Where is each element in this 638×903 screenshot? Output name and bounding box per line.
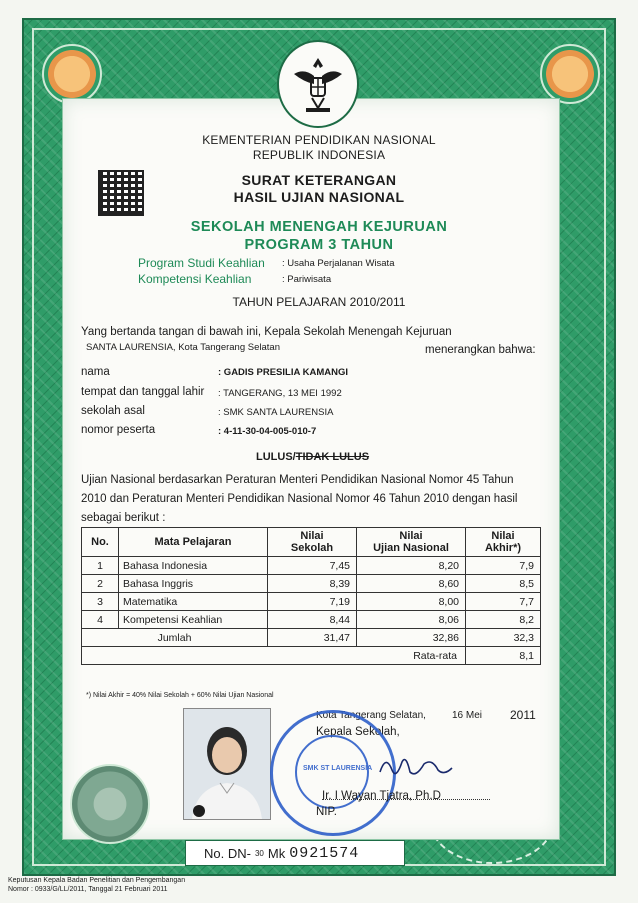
garuda-icon: [290, 54, 346, 114]
header-exam-line1: Nilai: [399, 530, 423, 542]
row-subject: Bahasa Inggris: [119, 575, 268, 593]
regulation-line-3: sebagai berikut :: [81, 512, 166, 524]
exam-result: [256, 451, 369, 463]
table-row: [82, 611, 541, 629]
signature-date: 16 Mei: [452, 710, 483, 721]
grades-table: [81, 527, 541, 665]
school-value: : SMK SANTA LAURENSIA: [218, 407, 334, 418]
doc-number-mk: Mk: [267, 845, 286, 861]
stamp-label: SMK ST LAURENSIA: [303, 765, 373, 772]
academic-year: TAHUN PELAJARAN 2010/2011: [232, 295, 406, 309]
signature-line: [322, 799, 490, 800]
study-program-label: Program Studi Keahlian: [138, 256, 265, 270]
portrait-icon: [184, 709, 270, 819]
header-final-score: [466, 528, 541, 557]
intro-line-3: menerangkan bahwa:: [425, 344, 536, 356]
exam-number-label: nomor peserta: [81, 424, 156, 436]
garuda-emblem: [277, 40, 359, 128]
table-header-row: [82, 528, 541, 557]
row-no: 4: [82, 611, 119, 629]
decree-line-1: Keputusan Kepala Badan Penelitian dan Pengembangan: [8, 877, 186, 884]
doc-number-code: 30: [254, 848, 264, 858]
signature-icon: [376, 750, 456, 786]
row-exam-score: 8,60: [357, 575, 466, 593]
row-school-score: 8,39: [268, 575, 357, 593]
signature-year: 2011: [510, 708, 536, 722]
birth-value: : TANGERANG, 13 MEI 1992: [218, 388, 342, 399]
country-name: REPUBLIK INDONESIA: [252, 148, 386, 162]
row-subject: Matematika: [119, 593, 268, 611]
total-row: [82, 629, 541, 647]
document-number: [185, 840, 405, 866]
average-label: Rata-rata: [82, 647, 466, 665]
row-school-score: 8,44: [268, 611, 357, 629]
total-final-score: 32,3: [466, 629, 541, 647]
header-no: No.: [82, 528, 119, 557]
total-school-score: 31,47: [268, 629, 357, 647]
header-exam-line2: Ujian Nasional: [373, 542, 449, 554]
row-final-score: 7,7: [466, 593, 541, 611]
row-final-score: 7,9: [466, 557, 541, 575]
header-final-line1: Nilai: [491, 530, 515, 542]
watermark-seal: [70, 764, 150, 844]
row-exam-score: 8,06: [357, 611, 466, 629]
result-fail-struck: TIDAK LULUS: [295, 451, 370, 463]
nip-label: NIP.: [316, 806, 337, 818]
average-row: [82, 647, 541, 665]
school-type: SEKOLAH MENENGAH KEJURUAN: [190, 219, 448, 235]
doc-number-label: No. DN-: [204, 845, 251, 861]
doc-number-serial: 0921574: [289, 844, 360, 862]
row-final-score: 8,2: [466, 611, 541, 629]
header-exam-score: [357, 528, 466, 557]
competency-label: Kompetensi Keahlian: [138, 272, 252, 286]
row-subject: Kompetensi Keahlian: [119, 611, 268, 629]
student-name: : GADIS PRESILIA KAMANGI: [218, 367, 349, 378]
row-no: 1: [82, 557, 119, 575]
row-school-score: 7,19: [268, 593, 357, 611]
row-exam-score: 8,00: [357, 593, 466, 611]
row-no: 3: [82, 593, 119, 611]
row-final-score: 8,5: [466, 575, 541, 593]
grade-footnote: *) Nilai Akhir = 40% Nilai Sekolah + 60% Nilai Ujian Nasional: [86, 692, 274, 699]
corner-rosette-top-right: [540, 44, 600, 104]
student-photo: [183, 708, 271, 820]
table-row: [82, 557, 541, 575]
result-pass: LULUS/: [256, 451, 296, 463]
row-subject: Bahasa Indonesia: [119, 557, 268, 575]
ministry-name: KEMENTERIAN PENDIDIKAN NASIONAL: [202, 133, 436, 147]
decree-line-2: Nomor : 0933/G/LL/2011, Tanggal 21 Februari 2011: [8, 886, 168, 893]
document-subtitle: HASIL UJIAN NASIONAL: [233, 189, 405, 205]
table-row: [82, 575, 541, 593]
principal-name: Ir. I Wayan Tjatra, Ph.D: [322, 790, 441, 802]
program-duration: PROGRAM 3 TAHUN: [244, 237, 394, 253]
table-row: [82, 593, 541, 611]
corner-rosette-top-left: [42, 44, 102, 104]
exam-number-value: : 4-11-30-04-005-010-7: [218, 426, 317, 437]
birth-label: tempat dan tanggal lahir: [81, 386, 205, 398]
header-school-score: [268, 528, 357, 557]
regulation-line-2: 2010 dan Peraturan Menteri Pendidikan Nasional Nomor 46 Tahun 2010 dengan hasil: [81, 493, 518, 505]
study-program-value: : Usaha Perjalanan Wisata: [282, 258, 395, 269]
intro-line-2: SANTA LAURENSIA, Kota Tangerang Selatan: [86, 342, 280, 353]
header-school-line1: Nilai: [300, 530, 324, 542]
school-logo-icon: [193, 805, 205, 817]
signature-place: Kota Tangerang Selatan,: [316, 710, 426, 721]
competency-value: : Pariwisata: [282, 274, 332, 285]
header-subject: Mata Pelajaran: [119, 528, 268, 557]
signature-role: Kepala Sekolah,: [316, 726, 400, 738]
regulation-line-1: Ujian Nasional berdasarkan Peraturan Menteri Pendidikan Nasional Nomor 45 Tahun: [81, 474, 514, 486]
school-label: sekolah asal: [81, 405, 145, 417]
row-school-score: 7,45: [268, 557, 357, 575]
document-title: SURAT KETERANGAN: [241, 172, 397, 188]
row-no: 2: [82, 575, 119, 593]
total-label: Jumlah: [82, 629, 268, 647]
row-exam-score: 8,20: [357, 557, 466, 575]
total-exam-score: 32,86: [357, 629, 466, 647]
intro-line-1: Yang bertanda tangan di bawah ini, Kepala Sekolah Menengah Kejuruan: [81, 326, 452, 338]
header-school-line2: Sekolah: [290, 542, 334, 554]
name-label: nama: [81, 366, 110, 378]
header-final-line2: Akhir*): [484, 542, 522, 554]
average-final-score: 8,1: [466, 647, 541, 665]
